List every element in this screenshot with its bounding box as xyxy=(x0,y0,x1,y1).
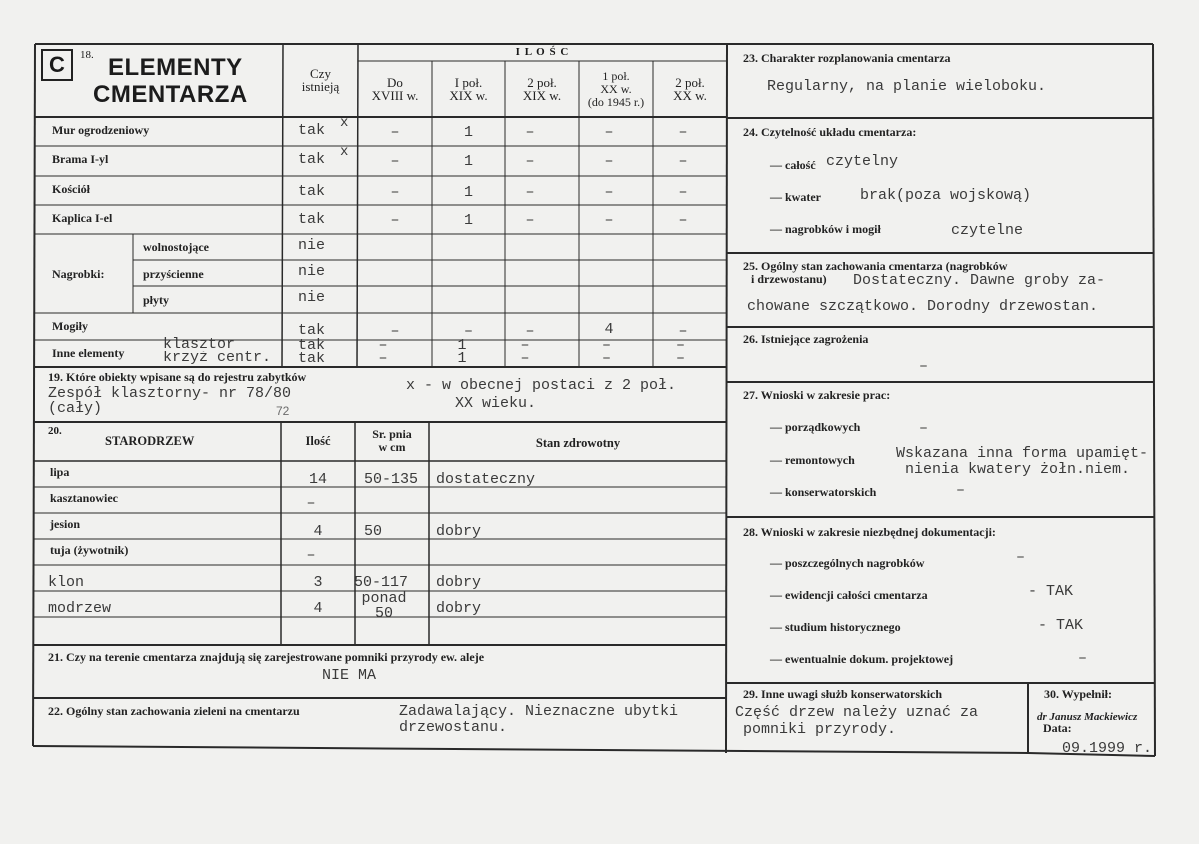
graves-val: – xyxy=(678,323,688,340)
element-val: – xyxy=(678,184,688,201)
s27-repair-value-line2: nienia kwatery żołn.niem. xyxy=(905,461,1131,478)
element-val: – xyxy=(604,212,614,229)
s24-quarters-value: brak(poza wojskową) xyxy=(860,187,1032,204)
graves-label: Mogiły xyxy=(52,319,88,333)
s19-register-entry: Zespół klasztorny- nr 78/80 xyxy=(48,385,292,402)
element-mark: x xyxy=(340,115,349,131)
other-exists: tak xyxy=(298,337,326,354)
tree-diameter: 50 xyxy=(364,523,383,540)
s20-title: STARODRZEW xyxy=(105,434,195,448)
element-val: 1 xyxy=(463,212,473,229)
s27-conservation-label: — konserwatorskich xyxy=(770,485,877,499)
period-4-line3: (do 1945 r.) xyxy=(587,95,645,109)
tree-name: lipa xyxy=(50,465,70,479)
element-mark: x xyxy=(340,144,349,160)
gravestone-exists: nie xyxy=(298,263,326,280)
other-val: 1 xyxy=(457,352,467,367)
tree-health: dobry xyxy=(436,574,482,591)
s22-label: 22. Ogólny stan zachowania zieleni na cmentarzu xyxy=(48,704,300,718)
section-number: 18. xyxy=(80,49,94,61)
s24-label: 24. Czytelność układu cmentarza: xyxy=(743,125,917,139)
element-val: – xyxy=(525,124,535,141)
other-val: – xyxy=(675,352,685,367)
s27-cleanup-value: – xyxy=(919,420,929,437)
s21-value: NIE MA xyxy=(322,667,377,684)
period-2-line2: XIX w. xyxy=(449,88,488,103)
tree-name: jesion xyxy=(50,517,80,531)
s22-value-line1: Zadawalający. Nieznaczne ubytki xyxy=(399,703,679,720)
element-val: – xyxy=(390,212,400,229)
element-val: – xyxy=(678,124,688,141)
element-val: – xyxy=(390,153,400,170)
s28-gravestones-value: – xyxy=(1016,549,1026,566)
col-exists-header xyxy=(283,67,358,93)
tree-diameter: 50-135 xyxy=(364,471,419,488)
other-val: – xyxy=(378,337,388,354)
element-exists: tak xyxy=(298,122,326,139)
element-val: 1 xyxy=(463,124,473,141)
col-exists-line2: istnieją xyxy=(301,79,340,94)
s20-col-dia-line2: w cm xyxy=(378,440,406,454)
s25-value-line2: chowane szczątkowo. Dorodny drzewostan. xyxy=(747,298,1099,315)
s29-value-line2: pomniki przyrody. xyxy=(743,721,897,738)
s23-label: 23. Charakter rozplanowania cmentarza xyxy=(743,51,951,65)
period-header-5 xyxy=(653,76,727,102)
element-val: – xyxy=(525,184,535,201)
period-2-line1: I poł. xyxy=(454,75,483,90)
period-5-line2: XX w. xyxy=(673,88,707,103)
s20-col-diameter xyxy=(355,428,429,454)
s23-value: Regularny, na planie wieloboku. xyxy=(767,78,1047,95)
s19-correction: 72 xyxy=(276,404,290,418)
element-val: – xyxy=(678,153,688,170)
element-val: – xyxy=(390,124,400,141)
s28-label: 28. Wnioski w zakresie niezbędnej dokumentacji: xyxy=(743,525,996,539)
tree-name: klon xyxy=(48,574,85,591)
tree-qty: 14 xyxy=(308,471,327,488)
element-val: – xyxy=(525,153,535,170)
other-val: – xyxy=(520,352,530,367)
period-1-line1: Do xyxy=(387,75,403,90)
period-1-line2: XVIII w. xyxy=(371,88,419,103)
other-exists: tak xyxy=(298,352,326,367)
tree-qty: 4 xyxy=(313,600,323,617)
other-item: klasztor xyxy=(163,336,236,353)
s27-conservation-value: – xyxy=(956,482,966,499)
graves-val: 4 xyxy=(604,321,614,338)
s28-history-label: — studium historycznego xyxy=(770,620,901,634)
tree-health: dobry xyxy=(436,523,482,540)
s20-col-health: Stan zdrowotny xyxy=(535,436,621,450)
s26-label: 26. Istniejące zagrożenia xyxy=(743,332,869,346)
element-label: Mur ogrodzeniowy xyxy=(52,123,150,137)
period-header-4 xyxy=(579,70,653,109)
s19-note-line2: XX wieku. xyxy=(455,395,537,412)
s24-whole-value: czytelny xyxy=(826,153,899,170)
tree-qty: 3 xyxy=(313,574,323,591)
gravestone-type-label: wolnostojące xyxy=(143,240,209,254)
period-3-line1: 2 poł. xyxy=(527,75,557,90)
element-val: – xyxy=(604,153,614,170)
period-5-line1: 2 poł. xyxy=(675,75,705,90)
period-header-2 xyxy=(432,76,505,102)
element-exists: tak xyxy=(298,183,326,200)
col-exists-line1: Czy xyxy=(310,66,331,81)
period-3-line2: XIX w. xyxy=(522,88,562,103)
graves-val: – xyxy=(390,323,400,340)
element-exists: tak xyxy=(298,211,326,228)
s27-cleanup-label: — porządkowych xyxy=(770,420,861,434)
gravestone-exists: nie xyxy=(298,237,326,254)
s24-whole-label: — całość xyxy=(770,158,816,172)
s19-label: 19. Które obiekty wpisane są do rejestru zabytków xyxy=(48,370,307,384)
s27-label: 27. Wnioski w zakresie prac: xyxy=(743,388,891,402)
section-title-line1: ELEMENTY xyxy=(108,54,243,81)
graves-val: – xyxy=(463,323,473,340)
element-label: Kaplica I-el xyxy=(52,211,113,225)
tree-health: dobry xyxy=(436,600,482,617)
s26-value: – xyxy=(919,358,929,375)
gravestone-type-label: przyścienne xyxy=(143,267,204,281)
s30-date: 09.1999 r. xyxy=(1062,740,1153,757)
period-header-1 xyxy=(358,76,432,102)
element-val: – xyxy=(604,124,614,141)
s19-note-line1: x - w obecnej postaci z 2 poł. xyxy=(406,377,677,394)
s24-graves-value: czytelne xyxy=(951,222,1024,239)
element-val: – xyxy=(604,184,614,201)
quantity-header: I L O Ś C xyxy=(515,46,570,58)
s30-label: 30. Wypełnił: xyxy=(1044,687,1113,701)
tree-qty: – xyxy=(306,547,316,564)
s19-register-scope: (cały) xyxy=(48,400,103,417)
s25-label-line1: 25. Ogólny stan zachowania cmentarza (nagrobków xyxy=(743,259,1008,273)
element-val: 1 xyxy=(463,184,473,201)
s24-quarters-label: — kwater xyxy=(770,190,821,204)
s28-gravestones-label: — poszczególnych nagrobków xyxy=(770,556,925,570)
s22-value-line2: drzewostanu. xyxy=(399,719,508,736)
tree-qty: 4 xyxy=(313,523,323,540)
s28-inventory-label: — ewidencji całości cmentarza xyxy=(770,588,928,602)
s28-history-value: - TAK xyxy=(1038,617,1084,634)
tree-diameter: ponad 50 xyxy=(361,590,407,622)
period-4-line1: 1 poł. xyxy=(602,69,630,83)
s24-graves-label: — nagrobków i mogił xyxy=(770,222,881,236)
graves-exists: tak xyxy=(298,322,326,339)
element-val: – xyxy=(678,212,688,229)
element-val: – xyxy=(525,212,535,229)
element-label: Brama I-yl xyxy=(52,152,109,166)
s20-col-dia-line1: Sr. pnia xyxy=(372,427,412,441)
s20-col-qty: Ilość xyxy=(305,434,331,448)
s27-repair-label: — remontowych xyxy=(770,453,855,467)
gravestone-exists: nie xyxy=(298,289,326,306)
other-val: – xyxy=(601,337,611,354)
element-val: – xyxy=(390,184,400,201)
other-val: – xyxy=(675,337,685,354)
other-val: – xyxy=(601,352,611,367)
s29-value-line1: Część drzew należy uznać za xyxy=(735,704,979,721)
other-val: – xyxy=(378,352,388,367)
element-val: 1 xyxy=(463,153,473,170)
element-exists: tak xyxy=(298,151,326,168)
gravestones-label: Nagrobki: xyxy=(52,267,105,281)
s20-number: 20. xyxy=(48,425,62,437)
gravestone-type-label: płyty xyxy=(143,293,170,307)
s30-author: dr Janusz Mackiewicz xyxy=(1037,711,1138,723)
section-letter-box: C xyxy=(41,49,73,81)
section-title-line2: CMENTARZA xyxy=(93,81,248,108)
other-val: 1 xyxy=(457,337,467,354)
tree-name: modrzew xyxy=(48,600,112,617)
s25-value-line1: Dostateczny. Dawne groby za- xyxy=(853,272,1106,289)
element-label: Kościół xyxy=(52,182,90,196)
tree-qty: – xyxy=(306,495,316,512)
period-header-3 xyxy=(505,76,579,102)
other-val: – xyxy=(520,337,530,354)
tree-diameter: 50-117 xyxy=(354,574,409,591)
s28-project-value: – xyxy=(1078,650,1088,667)
tree-health: dostateczny xyxy=(436,471,536,488)
tree-name: tuja (żywotnik) xyxy=(50,543,129,557)
period-4-line2: XX w. xyxy=(600,82,632,96)
tree-name: kasztanowiec xyxy=(50,491,118,505)
s27-repair-value-line1: Wskazana inna forma upamięt- xyxy=(896,445,1149,462)
s28-project-label: — ewentualnie dokum. projektowej xyxy=(770,652,954,666)
s29-label: 29. Inne uwagi służb konserwatorskich xyxy=(743,687,943,701)
s25-label-line2: i drzewostanu) xyxy=(751,272,827,286)
s28-inventory-value: - TAK xyxy=(1028,583,1074,600)
other-item: krzyż centr. xyxy=(163,351,272,366)
s21-label: 21. Czy na terenie cmentarza znajdują się zarejestrowane pomniki przyrody ew. aleje xyxy=(48,650,485,664)
other-elements-label: Inne elementy xyxy=(52,346,125,360)
graves-val: – xyxy=(525,323,535,340)
s30-date-label: Data: xyxy=(1043,721,1072,735)
